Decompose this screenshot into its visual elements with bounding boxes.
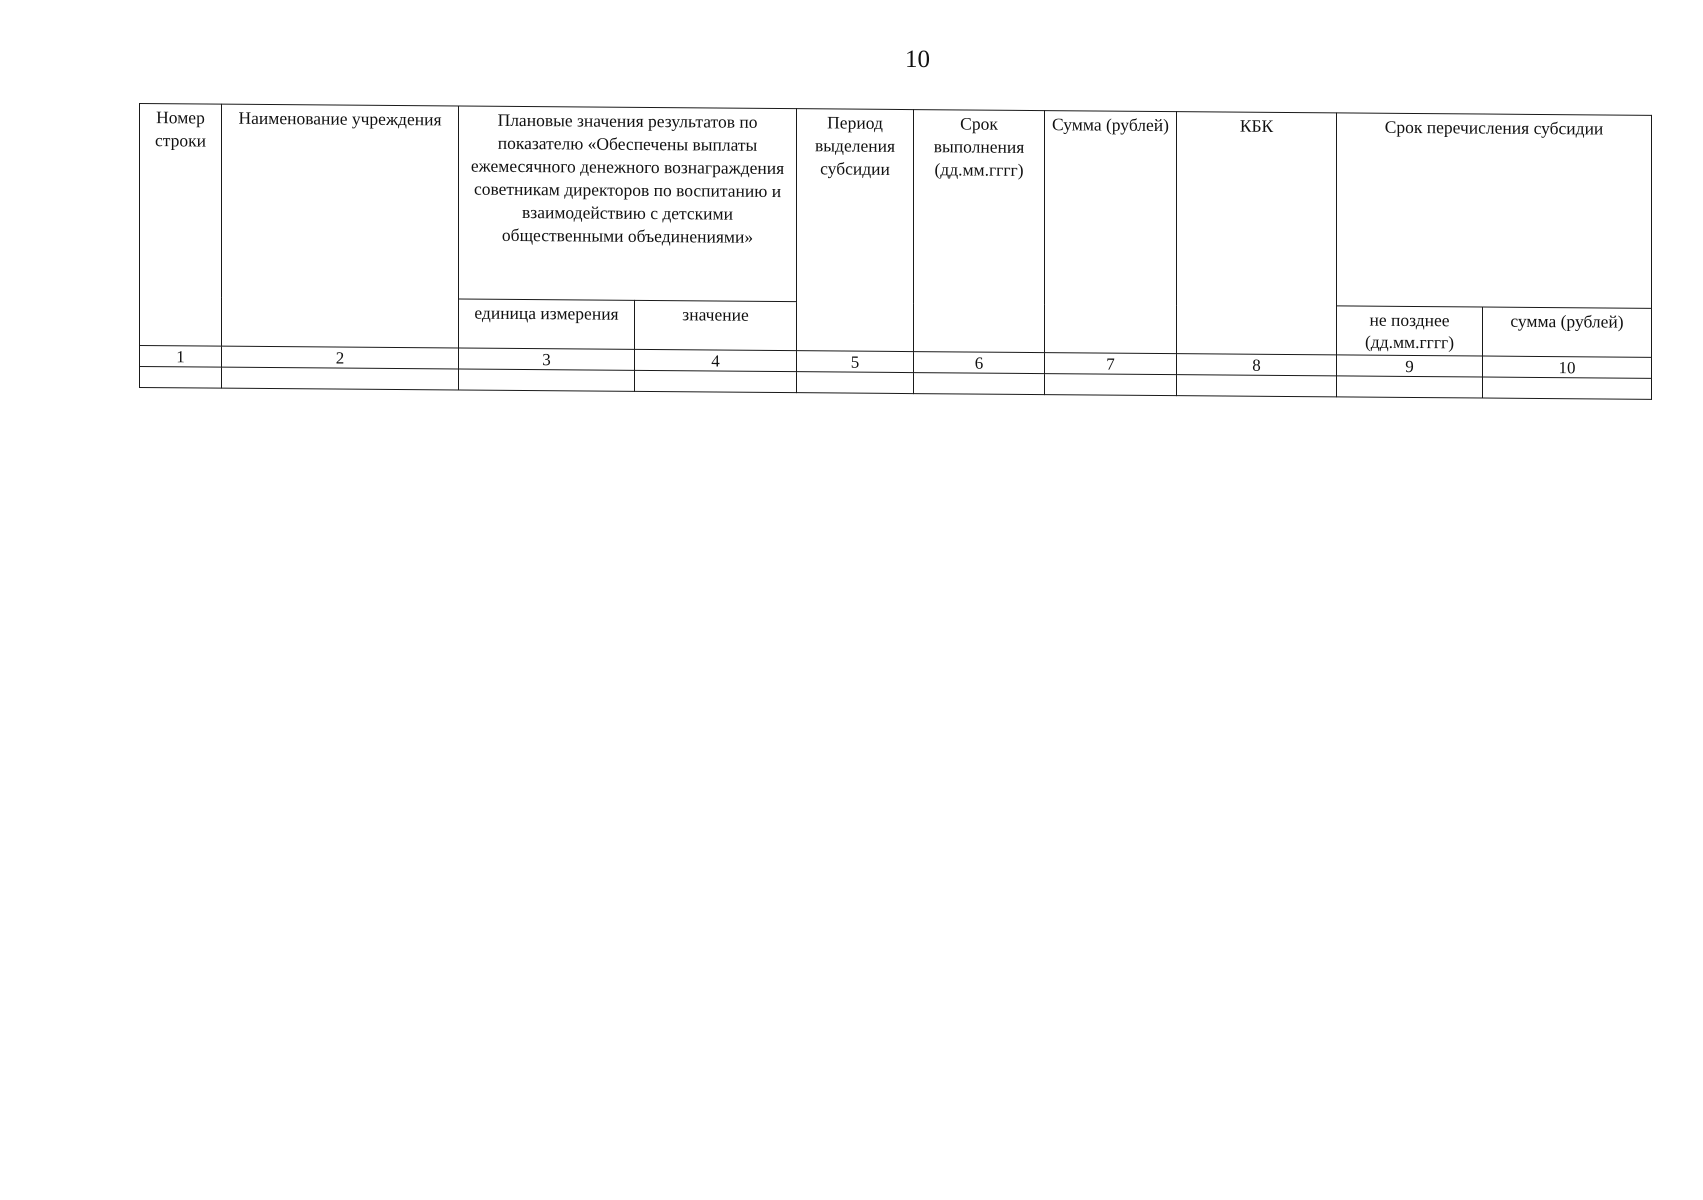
column-number: 2 [222, 346, 459, 369]
column-number: 3 [459, 348, 635, 370]
header-amount: Сумма (рублей) [1045, 111, 1177, 354]
header-deadline: Срок выполнения (дд.мм.гггг) [914, 110, 1045, 353]
table-cell [222, 367, 459, 390]
header-unit: единица измерения [459, 299, 635, 349]
table-cell [914, 373, 1045, 395]
column-number: 6 [914, 352, 1045, 374]
header-transfer-term: Срок перечисления субсидии [1337, 113, 1652, 308]
table-cell [140, 367, 222, 389]
subsidy-table [139, 103, 1652, 400]
column-number: 4 [635, 349, 797, 371]
table-cell [635, 370, 797, 392]
header-period: Период выделения субсидии [797, 109, 914, 352]
page-number: 10 [905, 46, 930, 73]
header-value: значение [635, 300, 797, 350]
table-cell [459, 369, 635, 391]
table-cell [1177, 375, 1337, 397]
table-cell [797, 372, 914, 394]
column-number: 10 [1483, 356, 1652, 378]
header-row-top [140, 104, 1652, 309]
column-number: 1 [140, 346, 222, 368]
column-number: 9 [1337, 355, 1483, 377]
table-cell [1045, 374, 1177, 396]
header-planned-values: Плановые значения результатов по показателю «Обеспечены выплаты ежемесячного денежного вознаграждения советникам директоров по воспитанию и взаимодействию с детскими общественными объединениями» [459, 106, 797, 302]
table-cell [1483, 377, 1652, 399]
header-not-later: не позднее (дд.мм.гггг) [1337, 306, 1483, 356]
header-institution-name: Наименование учреждения [222, 104, 459, 348]
column-number: 8 [1177, 354, 1337, 376]
column-number: 7 [1045, 353, 1177, 375]
header-sum: сумма (рублей) [1483, 307, 1652, 357]
header-row-number: Номер строки [140, 104, 222, 347]
header-kbk: КБК [1177, 112, 1337, 355]
table-cell [1337, 376, 1483, 398]
column-number: 5 [797, 351, 914, 373]
